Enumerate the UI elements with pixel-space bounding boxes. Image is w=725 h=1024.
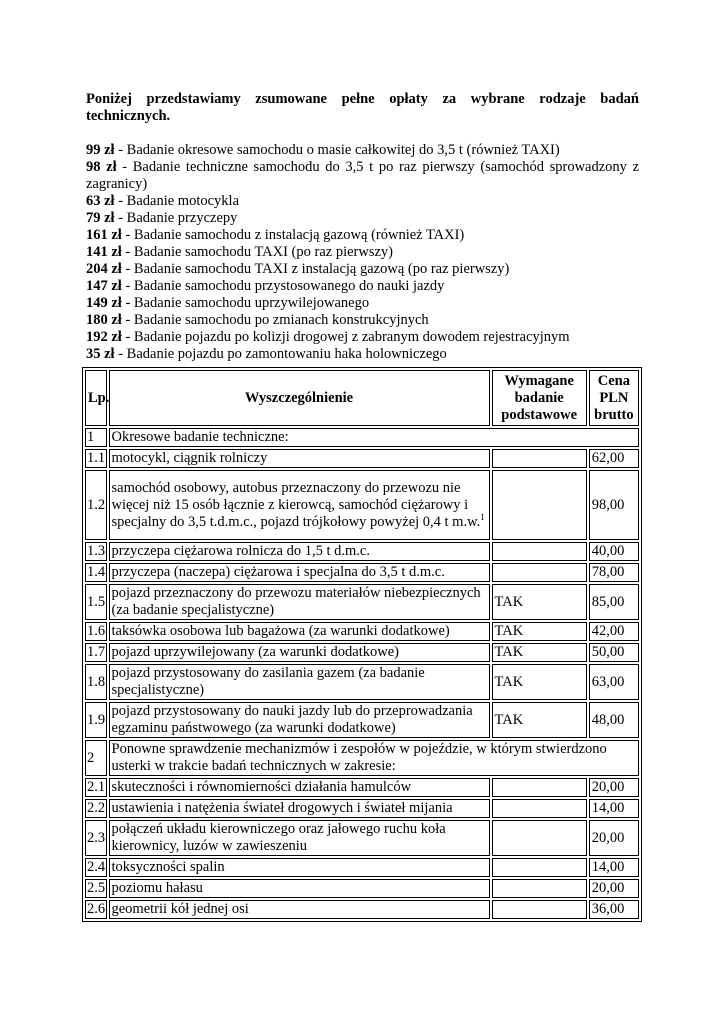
fee-description: - Badanie samochodu TAXI z instalacją gazową (po raz pierwszy) (121, 261, 510, 277)
table-row (85, 643, 639, 662)
row-required: TAK (492, 622, 587, 641)
header-lp: Lp. (85, 370, 107, 426)
row-required (492, 563, 587, 582)
row-description-text: pojazd uprzywilejowany (za warunki dodatkowe) (111, 644, 399, 660)
row-price: 85,00 (589, 584, 639, 620)
row-lp: 1.7 (87, 644, 106, 660)
price-table (82, 367, 642, 922)
fee-amount: 79 zł (86, 210, 115, 226)
row-price: 20,00 (589, 778, 639, 797)
row-lp: 2.2 (87, 800, 106, 816)
row-description (109, 584, 490, 620)
row-description-text: pojazd przystosowany do zasilania gazem (za badanie specjalistyczne) (111, 665, 425, 698)
row-price: 63,00 (589, 664, 639, 700)
row-price: 14,00 (589, 858, 639, 877)
row-description (109, 778, 490, 797)
row-lp: 1.4 (87, 564, 106, 580)
row-price: 20,00 (589, 879, 639, 898)
table-row (85, 542, 639, 561)
row-description-text: poziomu hałasu (111, 880, 203, 896)
fee-amount: 161 zł (86, 227, 122, 243)
fee-item (86, 227, 639, 244)
row-description-text: przyczepa ciężarowa rolnicza do 1,5 t d.m.c. (111, 543, 370, 559)
row-description (109, 702, 490, 738)
row-lp: 1.6 (87, 623, 106, 639)
row-lp: 1.5 (85, 584, 107, 620)
row-required: TAK (492, 584, 587, 620)
row-description (109, 542, 490, 561)
fee-amount: 180 zł (86, 312, 122, 328)
fee-item (86, 295, 639, 312)
row-price: 48,00 (589, 702, 639, 738)
row-description-text: motocykl, ciągnik rolniczy (111, 450, 268, 466)
row-lp: 2.3 (85, 820, 107, 856)
table-row (85, 584, 639, 620)
table-row (85, 778, 639, 797)
table-row (85, 664, 639, 700)
fee-item (86, 210, 639, 227)
fee-amount: 147 zł (86, 278, 122, 294)
row-price: 98,00 (589, 470, 639, 540)
row-description-text: pojazd przeznaczony do przewozu materiałów niebezpiecznych (za badanie specjalistyczne) (111, 585, 481, 618)
row-lp: 1.3 (87, 543, 106, 559)
fee-description: - Badanie samochodu przystosowanego do nauki jazdy (121, 278, 445, 294)
row-description-text: geometrii kół jednej osi (111, 901, 249, 917)
fee-amount: 99 zł (86, 142, 115, 158)
table-row (85, 470, 639, 540)
row-lp: 1 (85, 428, 107, 447)
fee-amount: 149 zł (86, 295, 122, 311)
fee-description: - Badanie samochodu TAXI (po raz pierwszy) (121, 244, 394, 260)
fee-description: - Badanie okresowe samochodu o masie całkowitej do 3,5 t (również TAXI) (114, 142, 560, 158)
table-row (85, 858, 639, 877)
table-row (85, 622, 639, 641)
fee-item (86, 142, 639, 159)
row-required (492, 799, 587, 818)
row-required (492, 900, 587, 919)
row-required: TAK (492, 664, 587, 700)
row-description-text: przyczepa (naczepa) ciężarowa i specjalna do 3,5 t d.m.c. (111, 564, 445, 580)
table-row (85, 740, 639, 776)
row-description (109, 799, 490, 818)
row-lp: 1.9 (85, 702, 107, 738)
row-description-text: samochód osobowy, autobus przeznaczony do przewozu nie więcej niż 15 osób łącznie z kierowcą, samochód ciężarowy i specjalny do 3,5 t.d.m.c., pojazd trójkołowy powyżej 0,4 t m.w. (111, 479, 481, 530)
row-description (109, 858, 490, 877)
row-description-text: połączeń układu kierowniczego oraz jałowego ruchu koła kierownicy, luzów w zawieszeniu (111, 821, 446, 854)
fee-description: - Badanie samochodu po zmianach konstrukcyjnych (121, 312, 429, 328)
fee-amount: 98 zł (86, 159, 117, 175)
table-row (85, 563, 639, 582)
row-required (492, 470, 587, 540)
row-description (109, 449, 490, 468)
fee-item (86, 193, 639, 210)
fee-amount: 204 zł (86, 261, 122, 277)
row-description (109, 664, 490, 700)
row-section-title: Ponowne sprawdzenie mechanizmów i zespołów w pojeździe, w którym stwierdzono usterki w trakcie badań technicznych w zakresie: (109, 740, 640, 776)
row-description (109, 879, 490, 898)
row-lp: 2.4 (87, 859, 106, 875)
row-required: TAK (492, 702, 587, 738)
fee-description: - Badanie samochodu z instalacją gazową (również TAXI) (121, 227, 465, 243)
row-lp: 2.1 (87, 779, 106, 795)
row-price: 20,00 (589, 820, 639, 856)
row-required (492, 778, 587, 797)
row-price: 42,00 (589, 622, 639, 641)
fee-description: - Badanie motocykla (114, 193, 240, 209)
fee-item (86, 244, 639, 261)
row-description-text: ustawienia i natężenia świateł drogowych i świateł mijania (111, 800, 453, 816)
row-lp: 2 (85, 740, 107, 776)
fee-amount: 192 zł (86, 329, 122, 345)
row-price: 14,00 (589, 799, 639, 818)
header-price: Cena PLN brutto (589, 370, 639, 426)
fee-item (86, 159, 639, 193)
row-price: 78,00 (589, 563, 639, 582)
row-description-text: skuteczności i równomierności działania hamulców (111, 779, 412, 795)
table-row (85, 799, 639, 818)
fee-amount: 35 zł (86, 346, 115, 362)
fee-amount: 63 zł (86, 193, 115, 209)
row-lp: 1.2 (85, 470, 107, 540)
row-lp: 1.1 (87, 450, 106, 466)
row-required (492, 542, 587, 561)
fee-amount: 141 zł (86, 244, 122, 260)
fee-item (86, 312, 639, 329)
row-description (109, 820, 490, 856)
row-required: TAK (492, 643, 587, 662)
row-required (492, 449, 587, 468)
row-description-text: taksówka osobowa lub bagażowa (za warunki dodatkowe) (111, 623, 450, 639)
row-description (109, 563, 490, 582)
row-required (492, 879, 587, 898)
row-lp: 1.8 (85, 664, 107, 700)
fee-item (86, 278, 639, 295)
table-row (85, 702, 639, 738)
row-required (492, 820, 587, 856)
table-row (85, 428, 639, 447)
row-price: 50,00 (589, 643, 639, 662)
row-lp: 2.5 (87, 880, 106, 896)
row-lp: 2.6 (87, 901, 106, 917)
row-description (109, 470, 490, 540)
row-description-text: pojazd przystosowany do nauki jazdy lub do przeprowadzania egzaminu państwowego (za warunki dodatkowe) (111, 703, 473, 736)
row-price: 62,00 (589, 449, 639, 468)
fee-description: - Badanie techniczne samochodu do 3,5 t po raz pierwszy (samochód sprowadzony z zagranicy) (86, 159, 640, 192)
row-description (109, 643, 490, 662)
row-description (109, 900, 490, 919)
row-price: 36,00 (589, 900, 639, 919)
table-row (85, 879, 639, 898)
row-price: 40,00 (589, 542, 639, 561)
fee-item (86, 346, 639, 363)
fee-item (86, 329, 639, 346)
table-row (85, 820, 639, 856)
row-required (492, 858, 587, 877)
table-header-row (85, 370, 639, 426)
row-description (109, 622, 490, 641)
table-row (85, 449, 639, 468)
fee-description: - Badanie pojazdu po kolizji drogowej z zabranym dowodem rejestracyjnym (121, 329, 570, 345)
footnote-marker: 1 (480, 511, 485, 522)
header-description: Wyszczególnienie (109, 370, 490, 426)
row-description-text: toksyczności spalin (111, 859, 225, 875)
fee-description: - Badanie przyczepy (114, 210, 238, 226)
intro-heading: Poniżej przedstawiamy zsumowane pełne opłaty za wybrane rodzaje badań technicznych. (86, 91, 639, 124)
row-section-title: Okresowe badanie techniczne: (109, 428, 640, 447)
table-row (85, 900, 639, 919)
header-required: Wymagane badanie podstawowe (492, 370, 587, 426)
fee-description: - Badanie pojazdu po zamontowaniu haka holowniczego (114, 346, 447, 362)
fee-description: - Badanie samochodu uprzywilejowanego (121, 295, 370, 311)
fee-item (86, 261, 639, 278)
fee-list (86, 142, 639, 363)
